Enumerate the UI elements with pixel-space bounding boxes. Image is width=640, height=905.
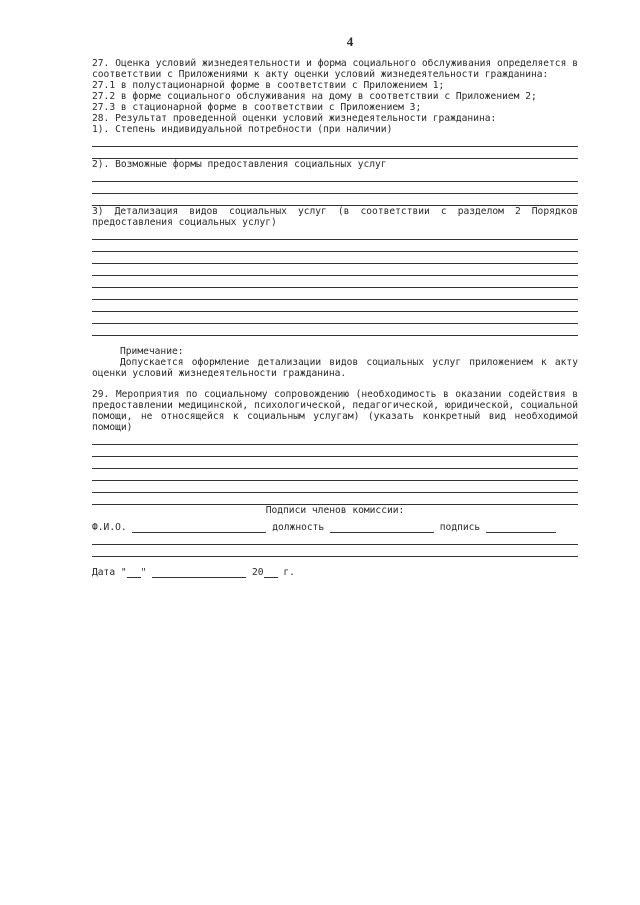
- service-details-label: 3) Детализация видов социальных услуг (в соответствии с разделом 2 Порядков предоставления социальных услуг): [92, 206, 578, 228]
- support-line-5[interactable]: [92, 481, 578, 493]
- note-text: Допускается оформление детализации видов социальных услуг приложением к акту оценки условий жизнедеятельности гражданина.: [92, 357, 578, 379]
- fio-field[interactable]: [132, 523, 266, 533]
- service-details-line-3[interactable]: [92, 252, 578, 264]
- service-details-line-5[interactable]: [92, 276, 578, 288]
- signature-line-2[interactable]: [92, 545, 578, 557]
- date-month-field[interactable]: [152, 568, 246, 578]
- service-details-line-8[interactable]: [92, 312, 578, 324]
- date-row: Дата " " 20 г.: [92, 567, 295, 578]
- signatures-title: Подписи членов комиссии:: [265, 505, 405, 516]
- service-details-line-7[interactable]: [92, 300, 578, 312]
- date-label: Дата: [92, 567, 116, 578]
- item-29-text: 29. Мероприятия по социальному сопровождению (необходимость в оказании содействия в предоставлении медицинской, психологической, педагогической, юридической, социальной помощи, не относящейся к социальным услугам) (указать конкретный вид необходимой помощи): [92, 389, 578, 433]
- service-forms-line-3[interactable]: [92, 194, 578, 206]
- fio-label: Ф.И.О.: [92, 522, 127, 533]
- item-27-1: 27.1 в полустационарной форме в соответствии с Приложением 1;: [92, 80, 445, 91]
- need-degree-line-1[interactable]: [92, 135, 578, 147]
- support-line-2[interactable]: [92, 445, 578, 457]
- item-27-3: 27.3 в стационарной форме в соответствии с Приложением 3;: [92, 102, 422, 113]
- service-forms-label: 2). Возможные формы предоставления социальных услуг: [92, 159, 387, 170]
- service-details-line-9[interactable]: [92, 324, 578, 336]
- position-label: должность: [272, 522, 325, 533]
- item-27-2: 27.2 в форме социального обслуживания на дому в соответствии с Приложением 2;: [92, 91, 537, 102]
- service-details-line-6[interactable]: [92, 288, 578, 300]
- service-forms-line-2[interactable]: [92, 182, 578, 194]
- signature-line-1[interactable]: [92, 533, 578, 545]
- support-line-1[interactable]: [92, 433, 578, 445]
- service-details-line-1[interactable]: [92, 228, 578, 240]
- signature-field[interactable]: [486, 523, 556, 533]
- support-line-6[interactable]: [92, 493, 578, 505]
- need-degree-label: 1). Степень индивидуальной потребности (при наличии): [92, 124, 393, 135]
- need-degree-line-2[interactable]: [92, 147, 578, 159]
- support-line-4[interactable]: [92, 469, 578, 481]
- item-27-text: 27. Оценка условий жизнедеятельности и форма социального обслуживания определяется в соответствии с Приложениями к акту оценки условий жизнедеятельности гражданина:: [92, 58, 578, 80]
- service-details-line-2[interactable]: [92, 240, 578, 252]
- date-year-field[interactable]: [264, 568, 278, 578]
- date-day-field[interactable]: [127, 568, 141, 578]
- signature-row: [92, 522, 578, 533]
- item-28-title: 28. Результат проведенной оценки условий жизнедеятельности гражданина:: [92, 113, 497, 124]
- document-body: [92, 58, 578, 578]
- support-line-3[interactable]: [92, 457, 578, 469]
- page-number: 4: [346, 34, 354, 49]
- note-title: Примечание:: [120, 346, 184, 357]
- service-details-line-4[interactable]: [92, 264, 578, 276]
- signature-label: подпись: [439, 522, 481, 533]
- service-forms-line-1[interactable]: [92, 170, 578, 182]
- position-field[interactable]: [330, 523, 434, 533]
